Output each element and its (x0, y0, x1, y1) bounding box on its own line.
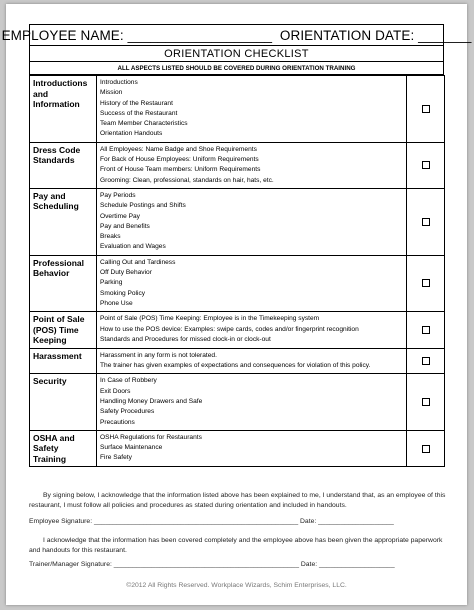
checklist-row (30, 188, 445, 255)
checklist-item: Evaluation and Wages (100, 243, 166, 251)
checklist-item: Calling Out and Tardiness (100, 258, 176, 266)
checklist-item: Grooming: Clean, professional, standards on hair, hats, etc. (100, 176, 274, 184)
employee-signature-line: Employee Signature: ______________________________________________________ Date: ____________________ (29, 518, 394, 525)
checklist-title: ORIENTATION CHECKLIST (29, 46, 444, 62)
section-category: Dress Code Standards (30, 142, 97, 188)
section-items (97, 142, 407, 188)
section-items (97, 188, 407, 255)
orientation-date-label: ORIENTATION DATE: _______ (279, 27, 472, 43)
checkbox-cell (407, 430, 445, 467)
section-category: Introductions and Information (30, 76, 97, 143)
checkbox[interactable] (422, 326, 430, 334)
checklist-item: For Back of House Employees: Uniform Requirements (100, 156, 259, 164)
checklist-row (30, 374, 445, 430)
checklist-item: Success of the Restaurant (100, 109, 178, 117)
checklist-item: Safety Procedures (100, 408, 155, 416)
checkbox[interactable] (422, 105, 430, 113)
section-items (97, 76, 407, 143)
checkbox-cell (407, 142, 445, 188)
section-items (97, 374, 407, 430)
checkbox-cell (407, 188, 445, 255)
checkbox-cell (407, 348, 445, 374)
checklist-item: Harassment in any form is not tolerated. (100, 351, 217, 359)
checklist-item: Pay Periods (100, 191, 136, 199)
section-category: Harassment (30, 348, 97, 374)
checklist-item: Standards and Procedures for missed clock-in or clock-out (100, 335, 271, 343)
checklist-item: Team Member Characteristics (100, 120, 188, 128)
checkbox[interactable] (422, 279, 430, 287)
checklist-item: Orientation Handouts (100, 130, 163, 138)
checkbox-cell (407, 76, 445, 143)
checklist-item: Breaks (100, 233, 121, 241)
employee-name-label: EMPLOYEE NAME: ___________________ (1, 27, 273, 43)
checklist-item: Fire Safety (100, 454, 132, 462)
checklist-item: Pay and Benefits (100, 222, 150, 230)
checkbox[interactable] (422, 398, 430, 406)
checklist-row (30, 142, 445, 188)
checklist-item: How to use the POS device: Examples: swipe cards, codes and/or fingerprint recognition (100, 325, 359, 333)
checklist-item: Precautions (100, 418, 135, 426)
section-category: OSHA and Safety Training (30, 430, 97, 467)
checklist-row (30, 255, 445, 311)
checkbox[interactable] (422, 357, 430, 365)
checklist-row (30, 312, 445, 349)
checklist-item: History of the Restaurant (100, 99, 173, 107)
checklist-item: Parking (100, 279, 123, 287)
checklist-item: Point of Sale (POS) Time Keeping: Employee is in the Timekeeping system (100, 315, 320, 323)
checkbox-cell (407, 255, 445, 311)
document-page (1, 4, 472, 605)
checklist-item: Mission (100, 89, 123, 97)
checklist-item: Phone Use (100, 299, 133, 307)
checklist-item: Introductions (100, 79, 138, 86)
checklist-item: Handling Money Drawers and Safe (100, 397, 203, 405)
checklist-item: Schedule Postings and Shifts (100, 202, 186, 210)
checklist-table (29, 75, 445, 467)
checklist-row (30, 76, 445, 143)
trainer-signature-line: Trainer/Manager Signature: _________________________________________________ Date: ____________________ (29, 561, 395, 568)
section-items (97, 348, 407, 374)
checklist-row (30, 348, 445, 374)
checkbox-cell (407, 312, 445, 349)
checklist-item: Front of House Team members: Uniform Requirements (100, 166, 261, 174)
checklist-item: Smoking Policy (100, 289, 146, 297)
section-category: Professional Behavior (30, 255, 97, 311)
copyright-footer: ©2012 All Rights Reserved. Workplace Wizards, Schim Enterprises, LLC. (126, 582, 347, 589)
checkbox-cell (407, 374, 445, 430)
checklist-item: OSHA Regulations for Restaurants (100, 433, 202, 441)
section-items (97, 312, 407, 349)
section-category: Security (30, 374, 97, 430)
checklist-item: Exit Doors (100, 387, 131, 395)
trainer-acknowledgement: I acknowledge that the information has been covered completely and the employee above has been given the appropriate paperwork and handouts for this restaurant. (29, 537, 443, 554)
checklist-item: All Employees: Name Badge and Shoe Requirements (100, 145, 257, 153)
employee-header (1, 24, 472, 46)
checkbox[interactable] (422, 161, 430, 169)
checklist-item: In Case of Robbery (100, 377, 157, 385)
section-items (97, 255, 407, 311)
checklist-row (30, 430, 445, 467)
checkbox[interactable] (422, 218, 430, 226)
section-items (97, 430, 407, 467)
section-category: Point of Sale (POS) Time Keeping (30, 312, 97, 349)
checklist-item: The trainer has given examples of expectations and consequences for violation of this policy. (100, 362, 371, 370)
employee-acknowledgement: By signing below, I acknowledge that the information listed above has been explained to me, I understand that, as an employee of this restaurant, I must follow all policies and procedures as stated during orientation and included in handouts. (29, 492, 446, 509)
checklist-item: Off Duty Behavior (100, 269, 152, 277)
checklist-subtitle: ALL ASPECTS LISTED SHOULD BE COVERED DURING ORIENTATION TRAINING (29, 62, 444, 75)
checklist-item: Surface Maintenance (100, 444, 163, 452)
checklist-item: Overtime Pay (100, 212, 140, 220)
section-category: Pay and Scheduling (30, 188, 97, 255)
checkbox[interactable] (422, 445, 430, 453)
